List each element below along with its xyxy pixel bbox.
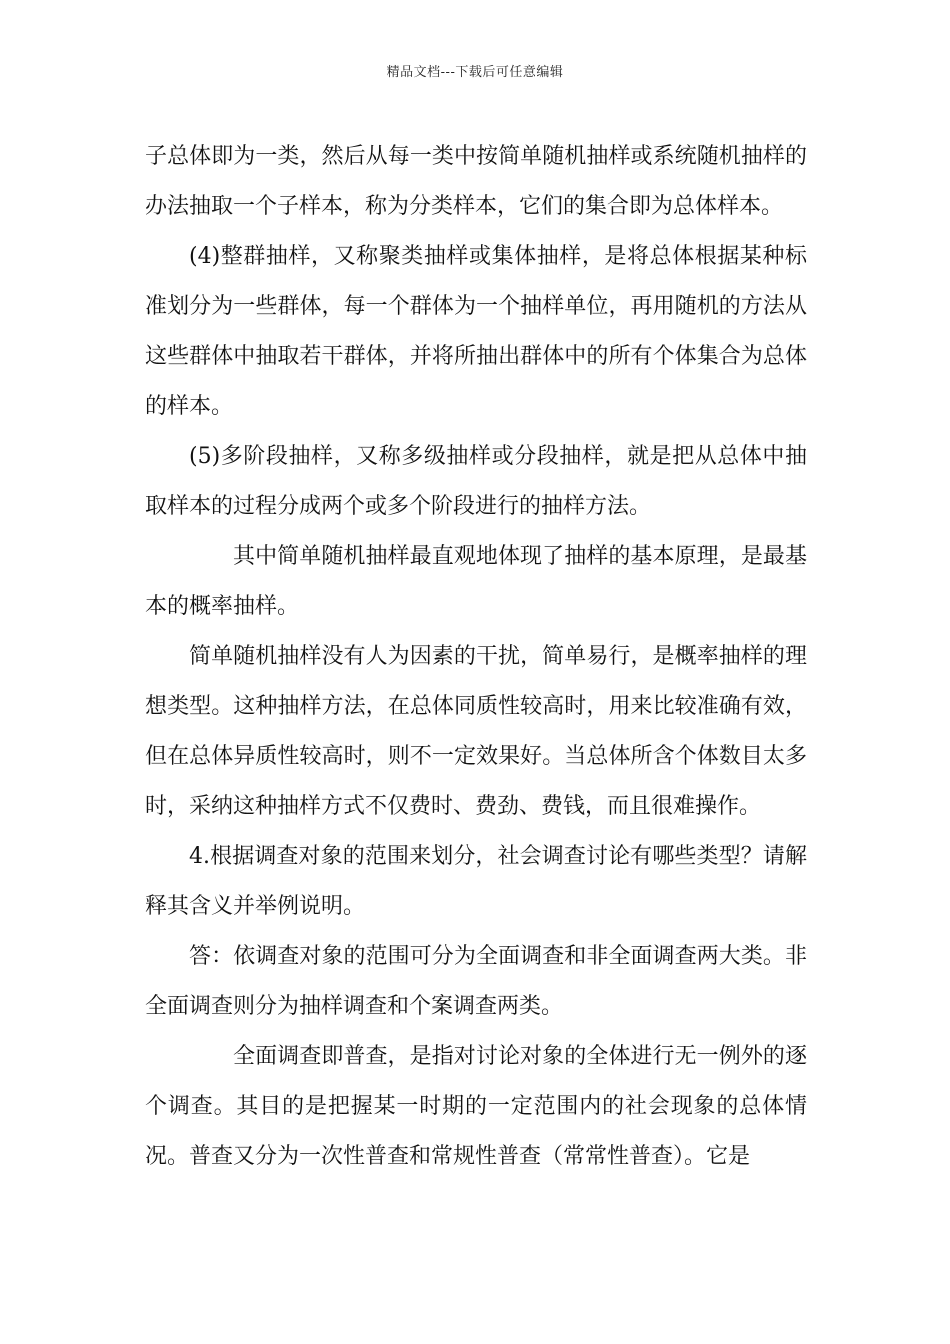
paragraph-stratified-continued: 子总体即为一类，然后从每一类中按简单随机抽样或系统随机抽样的办法抽取一个子样本，称为分类样本，它们的集合即为总体样本。 [145,144,807,219]
paragraph-simple-random-summary: 其中简单随机抽样最直观地体现了抽样的基本原理，是最基本的概率抽样。 [145,544,807,619]
paragraph-answer-4: 答：依调查对象的范围可分为全面调查和非全面调查两大类。非全面调查则分为抽样调查和个案调查两类。 [145,944,807,1019]
paragraph-cluster-sampling: (4)整群抽样，又称聚类抽样或集体抽样，是将总体根据某种标准划分为一些群体，每一个群体为一个抽样单位，再用随机的方法从这些群体中抽取若干群体，并将所抽出群体中的所有个体集合为总体的样本。 [145,244,807,419]
page-header: 精品文档---下载后可任意编辑 [386,65,564,80]
document-body [145,132,807,1182]
paragraph-census-definition: 全面调查即普查，是指对讨论对象的全体进行无一例外的逐个调查。其目的是把握某一时期的一定范围内的社会现象的总体情况。普查又分为一次性普查和常规性普查（常常性普查）。它是 [145,1044,807,1169]
paragraph-question-4: 4.根据调查对象的范围来划分，社会调查讨论有哪些类型？请解释其含义并举例说明。 [145,844,807,919]
paragraph-simple-random-evaluation: 简单随机抽样没有人为因素的干扰，简单易行，是概率抽样的理想类型。这种抽样方法，在总体同质性较高时，用来比较准确有效，但在总体异质性较高时，则不一定效果好。当总体所含个体数目太多时，采纳这种抽样方式不仅费时、费劲、费钱，而且很难操作。 [145,644,807,819]
paragraph-multistage-sampling: (5)多阶段抽样，又称多级抽样或分段抽样，就是把从总体中抽取样本的过程分成两个或多个阶段进行的抽样方法。 [145,444,807,519]
